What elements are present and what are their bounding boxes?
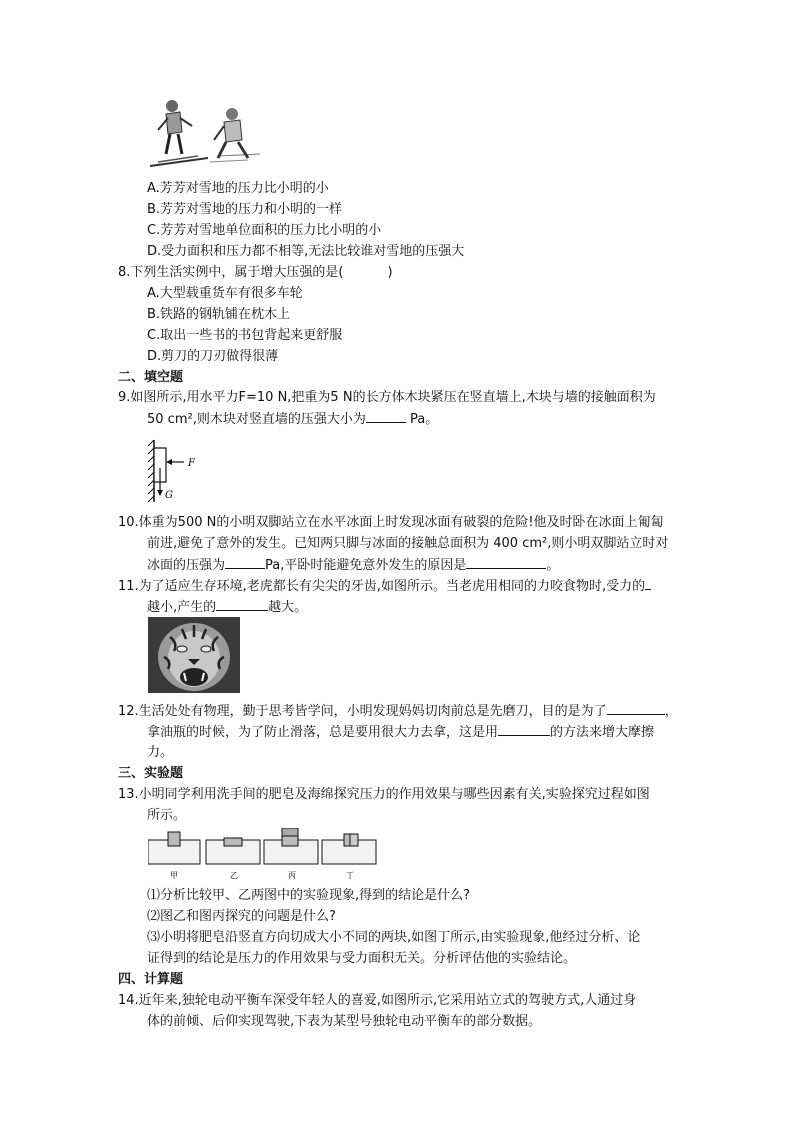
- fig-label-bing: 丙: [288, 871, 296, 880]
- q13-sub3-b: 证得到的结论是压力的作用效果与受力面积无关。分析评估他的实验结论。: [147, 951, 577, 966]
- q11-line2-b: 越大。: [268, 600, 308, 615]
- q11-blank-2: [216, 598, 268, 611]
- q12-line2: [147, 723, 654, 742]
- q10-blank-2: [466, 556, 546, 569]
- q13-sub3-a: ⑶小明将肥皂沿竖直方向切成大小不同的两块,如图丁所示,由实验现象,他经过分析、论: [147, 930, 641, 945]
- q11-line2: [147, 598, 307, 617]
- q11-line1-text: 11.为了适应生存环境,老虎都长有尖尖的牙齿,如图所示。当老虎用相同的力咬食物时,受力的: [118, 579, 646, 594]
- section-experiment-heading: 三、实验题: [118, 766, 184, 781]
- q12-line2-b: 的方法来增大摩擦: [550, 725, 655, 740]
- q9-line1: 9.如图所示,用水平力F=10 N,把重为5 N的长方体木块紧压在竖直墙上,木块与墙的接触面积为: [118, 390, 656, 405]
- fig-label-g: G: [165, 490, 173, 501]
- q12-line2-a: 拿油瓶的时候，为了防止滑落，总是要用很大力去拿，这是用: [147, 725, 499, 740]
- q8-option-a: A.大型载重货车有很多车轮: [147, 286, 303, 301]
- q8-option-d: D.剪刀的刀刃做得很薄: [147, 349, 279, 364]
- q12-line1-end: ，: [664, 704, 678, 719]
- q7-option-b: B.芳芳对雪地的压力和小明的一样: [147, 202, 343, 217]
- q12-line1-text: 12.生活处处有物理，勤于思考皆学问，小明发现妈妈切肉前总是先磨刀，目的是为了: [118, 704, 607, 719]
- q10-line3-a: 冰面的压强为: [147, 558, 226, 573]
- q13-line1: 13.小明同学利用洗手间的肥皂及海绵探究压力的作用效果与哪些因素有关,实验探究过程如图: [118, 787, 650, 802]
- fig-label-ding: 丁: [346, 871, 354, 880]
- q9-blank: [366, 410, 406, 423]
- q11-blank-1: [645, 577, 651, 590]
- fig-label-f: F: [188, 458, 195, 469]
- q12-blank-2: [498, 723, 550, 736]
- q14-line1: 14.近年来,独轮电动平衡车深受年轻人的喜爱,如图所示,它采用站立式的驾驶方式,人通过身: [118, 993, 637, 1008]
- q10-line3-b: Pa,平卧时能避免意外发生的原因是: [265, 558, 467, 573]
- q12-line3: 力。: [147, 745, 174, 760]
- q8-stem-text: 8.下列生活实例中，属于增大压强的是(: [118, 265, 344, 280]
- q7-option-c: C.芳芳对雪地单位面积的压力比小明的小: [147, 223, 382, 238]
- q11-line2-a: 越小,产生的: [147, 600, 217, 615]
- q12-blank-1: [607, 702, 665, 715]
- tiger-photo: [148, 617, 240, 693]
- q9-line2: [147, 410, 438, 429]
- fig-label-yi: 乙: [230, 871, 238, 880]
- q8-stem: [118, 264, 393, 282]
- q13-line2: 所示。: [147, 808, 187, 823]
- q10-blank-1: [225, 556, 265, 569]
- section-fill-heading: 二、填空题: [118, 370, 184, 385]
- q10-line1: 10.体重为500 N的小明双脚站立在水平冰面上时发现冰面有破裂的危险!他及时卧在冰面上匍匐: [118, 515, 664, 530]
- q7-option-d: D.受力面积和压力都不相等,无法比较谁对雪地的压强大: [147, 244, 465, 259]
- q7-option-a: A.芳芳对雪地的压力比小明的小: [147, 181, 329, 196]
- q13-sub2: ⑵图乙和图丙探究的问题是什么?: [147, 909, 336, 924]
- q9-line2-text: 50 cm²,则木块对竖直墙的压强大小为: [147, 412, 366, 427]
- q11-line1: [118, 577, 651, 596]
- q10-line3: [147, 556, 559, 575]
- q13-sub1: ⑴分析比较甲、乙两图中的实验现象,得到的结论是什么?: [147, 888, 471, 903]
- q10-line3-c: 。: [546, 558, 560, 573]
- q8-stem-close: ): [387, 265, 393, 280]
- q8-option-c: C.取出一些书的书包背起来更舒服: [147, 328, 343, 343]
- section-calc-heading: 四、计算题: [118, 972, 184, 987]
- soap-sponge-figure: [148, 828, 378, 880]
- q12-line1: [118, 702, 678, 721]
- q14-line2: 体的前倾、后仰实现驾驶,下表为某型号独轮电动平衡车的部分数据。: [147, 1014, 542, 1029]
- block-wall-figure: [148, 438, 208, 504]
- q8-option-b: B.铁路的钢轨铺在枕木上: [147, 307, 291, 322]
- fig-label-jia: 甲: [170, 871, 178, 880]
- q10-line2: 前进,避免了意外的发生。已知两只脚与冰面的接触总面积为 400 cm²,则小明双脚站立时对: [147, 536, 669, 551]
- skiers-figure: [148, 96, 266, 168]
- q9-unit: Pa。: [409, 412, 439, 427]
